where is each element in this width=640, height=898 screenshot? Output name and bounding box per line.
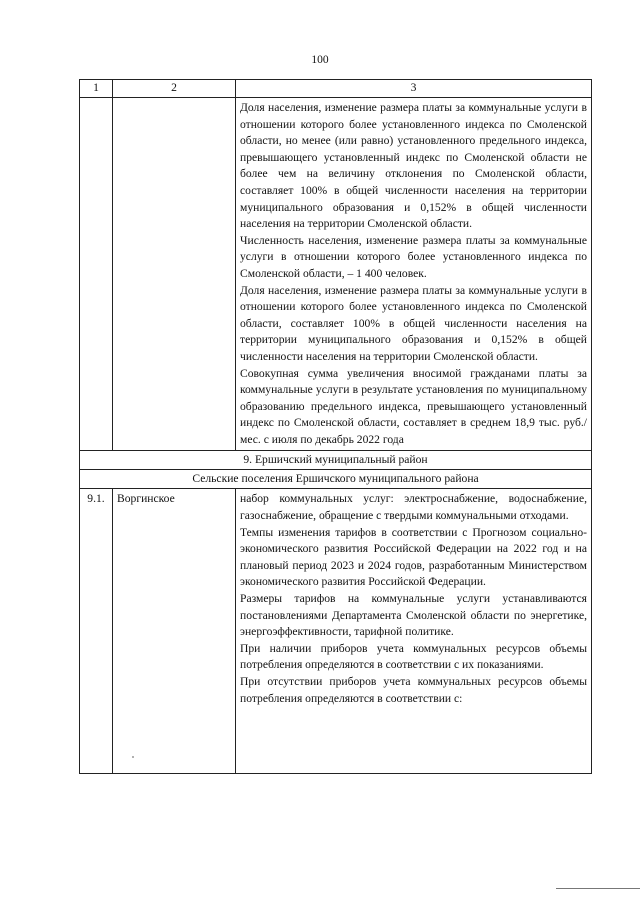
continued-paragraph: Доля населения, изменение размера платы за коммунальные услуги в отношении которого более установленного индекса по Смоленской области, составляет 100% в общей численности населения на территории муниципального образования и 0,152% в общей численности населения на территории Смоленской области. — [240, 283, 587, 363]
settlement-paragraph: Темпы изменения тарифов в соответствии с Прогнозом социально-экономического развития Российской Федерации на 2022 год и на плановый период 2023 и 2024 годов, разработанным Министерством экономического развития Российской Федерации. — [240, 525, 587, 589]
section-title: 9. Ершичский муниципальный район — [80, 451, 592, 470]
section-row — [80, 451, 592, 470]
tariff-table — [79, 79, 592, 774]
table-header-row — [80, 80, 592, 98]
settlement-paragraph: При наличии приборов учета коммунальных ресурсов объемы потребления определяются в соответствии с их показаниями. — [240, 641, 587, 672]
continued-row — [80, 98, 592, 451]
header-col-3: 3 — [236, 80, 592, 98]
settlement-text-cell — [236, 489, 592, 774]
header-col-2: 2 — [113, 80, 236, 98]
settlement-row — [80, 489, 592, 774]
settlement-name: Воргинское — [113, 489, 236, 774]
continued-number-cell — [80, 98, 113, 451]
settlement-paragraph: набор коммунальных услуг: электроснабжение, водоснабжение, газоснабжение, обращение с твердыми коммунальными отходами. — [240, 492, 587, 523]
subsection-title: Сельские поселения Ершичского муниципального района — [80, 470, 592, 489]
settlement-paragraph: Размеры тарифов на коммунальные услуги устанавливаются постановлениями Департамента Смоленской области по энергетике, энергоэффективности, тарифной политике. — [240, 592, 587, 639]
header-col-1: 1 — [80, 80, 113, 98]
continued-name-cell — [113, 98, 236, 451]
subsection-row — [80, 470, 592, 489]
continued-paragraph: Доля населения, изменение размера платы за коммунальные услуги в отношении которого более установленного индекса по Смоленской области, но менее (или равно) установленного предельного индекса, превышающего установленный индекс по Смоленской области не более чем на величину отклонения по Смоленской области, составляет 100% в общей численности населения на территории муниципального образования и 0,152% в общей численности населения на территории Смоленской области. — [240, 101, 587, 231]
page-number: 100 — [311, 54, 329, 66]
settlement-paragraph: При отсутствии приборов учета коммунальных ресурсов объемы потребления определяются в соответствии с: — [240, 675, 587, 705]
continued-paragraph: Численность населения, изменение размера платы за коммунальные услуги в отношении которого более установленного индекса по Смоленской области, – 1 400 человек. — [240, 233, 587, 280]
footer-line — [556, 888, 640, 889]
scan-speck — [132, 756, 134, 758]
settlement-number: 9.1. — [80, 489, 113, 774]
continued-paragraph: Совокупная сумма увеличения вносимой гражданами платы за коммунальные услуги в результате установления по муниципальному образованию предельного индекса, превышающего установленный индекс по Смоленской области, составляет в среднем 18,9 тыс. руб./мес. с июля по декабрь 2022 года — [240, 366, 587, 446]
continued-text-cell — [236, 98, 592, 451]
